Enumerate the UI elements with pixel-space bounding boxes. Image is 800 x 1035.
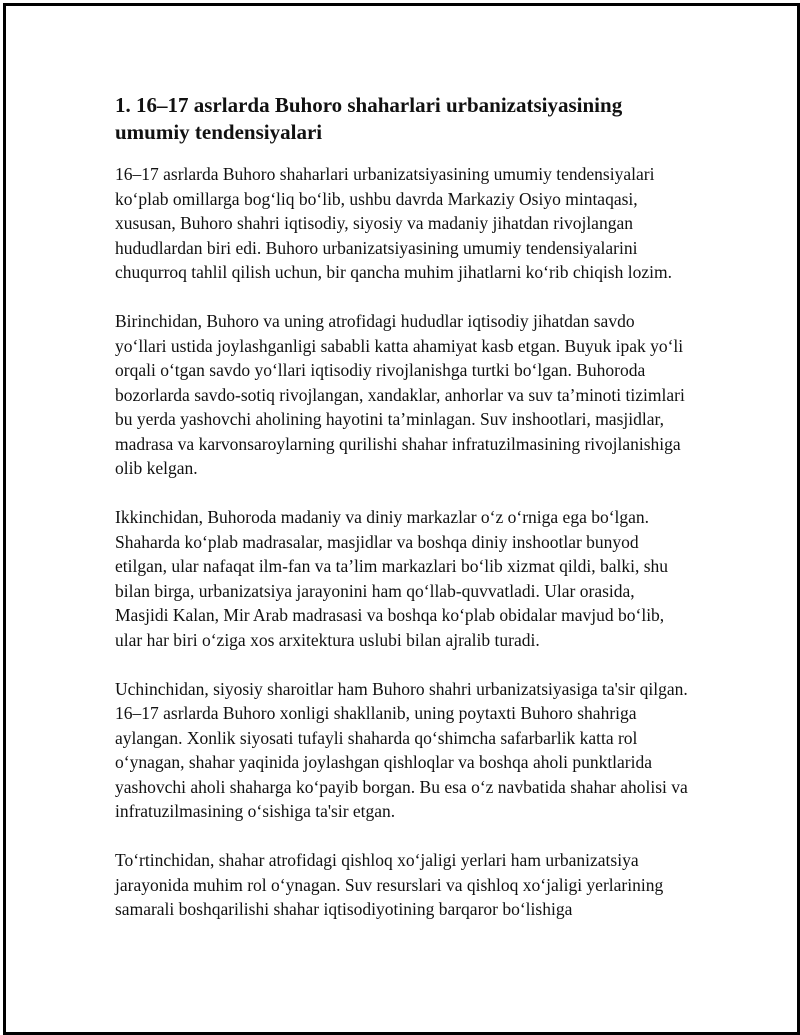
paragraph-third-point: Uchinchidan, siyosiy sharoitlar ham Buhoro shahri urbanizatsiyasiga ta'sir qilgan. 16–17 asrlarda Buhoro xonligi shakllanib, uning poytaxti Buhoro shahriga aylangan. Xonlik siyosati tufayli shaharda qo‘shimcha safarbarlik katta rol o‘ynagan, shahar yaqinida joylashgan qishloqlar va boshqa aholi punktlarida yashovchi aholi shaharga ko‘payib borgan. Bu esa o‘z navbatida shahar aholisi va infratuzilmasining o‘sishiga ta'sir etgan.: [115, 678, 688, 821]
document-body: [115, 92, 690, 946]
paragraph-first-point: Birinchidan, Buhoro va uning atrofidagi hududlar iqtisodiy jihatdan savdo yo‘llari ustida joylashganligi sababli katta ahamiyat kasb etgan. Buyuk ipak yo‘li orqali o‘tgan savdo yo‘llari iqtisodiy rivojlanishga turtki bo‘lgan. Buhoroda bozorlarda savdo-sotiq rivojlangan, xandaklar, anhorlar va suv ta’minoti tizimlari bu yerda yashovchi aholining hayotini ta’minlagan. Suv inshootlari, masjidlar, madrasa va karvonsaroylarning qurilishi shahar infratuzilmasining rivojlanishiga olib kelgan.: [115, 311, 685, 478]
paragraph-intro: 16–17 asrlarda Buhoro shaharlari urbanizatsiyasining umumiy tendensiyalari ko‘plab omillarga bog‘liq bo‘lib, ushbu davrda Markaziy Osiyo mintaqasi, xususan, Buhoro shahri iqtisodiy, siyosiy va madaniy jihatdan rivojlangan hududlardan biri edi. Buhoro urbanizatsiyasining umumiy tendensiyalarini chuqurroq tahlil qilish uchun, bir qancha muhim jihatlarni ko‘rib chiqish lozim.: [115, 164, 672, 282]
paragraph-second-point: Ikkinchidan, Buhoroda madaniy va diniy markazlar o‘z o‘rniga ega bo‘lgan. Shaharda ko‘plab madrasalar, masjidlar va boshqa diniy inshootlar bunyod etilgan, ular nafaqat ilm-fan va ta’lim markazlari bo‘lib xizmat qildi, balki, shu bilan birga, urbanizatsiya jarayonini ham qo‘llab-quvvatladi. Ular orasida, Masjidi Kalan, Mir Arab madrasasi va boshqa ko‘plab obidalar mavjud bo‘lib, ular har biri o‘ziga xos arxitektura uslubi bilan ajralib turadi.: [115, 507, 669, 650]
paragraph-fourth-point: To‘rtinchidan, shahar atrofidagi qishloq xo‘jaligi yerlari ham urbanizatsiya jarayonida muhim rol o‘ynagan. Suv resurslari va qishloq xo‘jaligi yerlarining samarali boshqarilishi shahar iqtisodiyotining barqaror bo‘lishiga: [115, 850, 664, 919]
document-title: 1. 16–17 asrlarda Buhoro shaharlari urbanizatsiyasining umumiy tendensiyalari: [115, 93, 623, 144]
